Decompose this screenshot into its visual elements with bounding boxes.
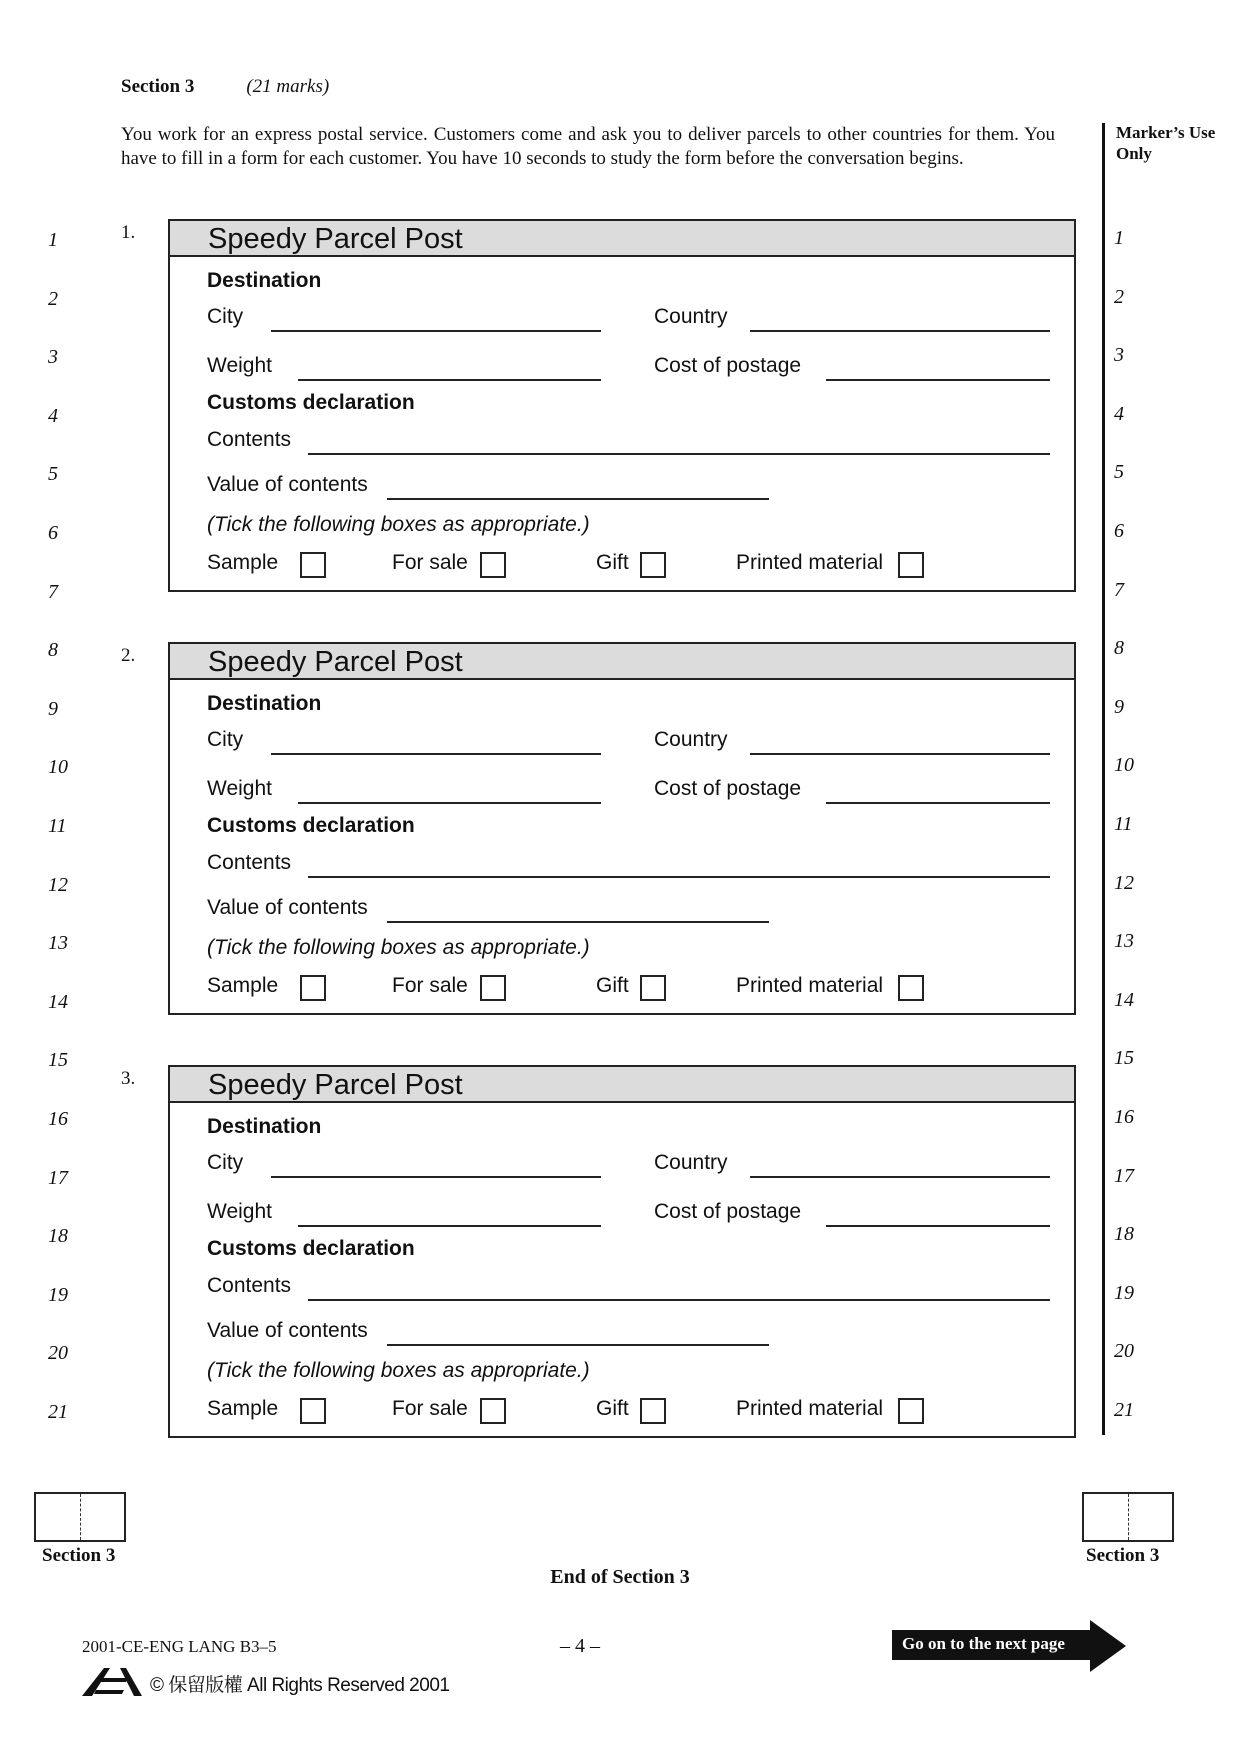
marker-line-number: 2	[1114, 285, 1124, 308]
arrow-right-icon	[1090, 1620, 1126, 1672]
line-number: 17	[48, 1166, 68, 1189]
score-box-left-label: Section 3	[42, 1545, 116, 1566]
page-number: – 4 –	[560, 1635, 600, 1657]
printed-material-checkbox[interactable]	[898, 552, 924, 578]
parcel-form	[168, 642, 1076, 1015]
score-box-divider	[80, 1494, 81, 1540]
country-field[interactable]	[750, 1176, 1050, 1178]
tick-instruction: (Tick the following boxes as appropriate.)	[207, 936, 590, 959]
next-page-text: Go on to the next page	[902, 1634, 1065, 1653]
for-sale-checkbox[interactable]	[480, 552, 506, 578]
section-header	[121, 76, 329, 98]
sample-label: Sample	[207, 1397, 279, 1420]
marker-line-number: 10	[1114, 754, 1134, 777]
contents-field[interactable]	[308, 453, 1050, 455]
tick-instruction: (Tick the following boxes as appropriate.)	[207, 1359, 590, 1382]
line-number: 11	[48, 815, 67, 837]
marker-line-number: 6	[1114, 520, 1124, 542]
value-of-contents-label: Value of contents	[207, 896, 368, 919]
marker-line-number: 5	[1114, 461, 1124, 484]
marker-line-number: 12	[1114, 871, 1134, 894]
parcel-form	[168, 1065, 1076, 1438]
gift-checkbox[interactable]	[640, 552, 666, 578]
weight-label: Weight	[207, 777, 272, 800]
country-field[interactable]	[750, 330, 1050, 332]
for-sale-label: For sale	[392, 551, 468, 574]
sample-checkbox[interactable]	[300, 552, 326, 578]
line-number: 18	[48, 1225, 68, 1248]
section-marks: (21 marks)	[246, 76, 330, 97]
contents-field[interactable]	[308, 876, 1050, 878]
country-label: Country	[654, 728, 728, 751]
instructions-text: You work for an express postal service. Customers come and ask you to deliver parcels to other countries for them. You have to fill in a form for each customer. You have 10 seconds to study the form before the conversation begins.	[121, 124, 1055, 169]
cost-of-postage-field[interactable]	[826, 379, 1050, 381]
line-number: 6	[48, 522, 58, 544]
line-number: 12	[48, 873, 68, 896]
cost-of-postage-field[interactable]	[826, 802, 1050, 804]
for-sale-checkbox[interactable]	[480, 975, 506, 1001]
question-number: 3.	[121, 1068, 136, 1089]
value-of-contents-field[interactable]	[387, 921, 769, 923]
exam-code: 2001-CE-ENG LANG B3–5	[82, 1637, 277, 1656]
marker-line-number: 13	[1114, 930, 1134, 953]
value-of-contents-field[interactable]	[387, 498, 769, 500]
form-header	[170, 644, 1074, 680]
line-number: 9	[48, 697, 58, 720]
line-number: 10	[48, 756, 68, 779]
for-sale-label: For sale	[392, 1397, 468, 1420]
value-of-contents-field[interactable]	[387, 1344, 769, 1346]
destination-heading: Destination	[207, 269, 322, 292]
end-of-section-text: End of Section 3	[550, 1566, 690, 1588]
score-box-right[interactable]	[1082, 1492, 1174, 1542]
copyright-notice: © 保留版權 All Rights Reserved 2001	[150, 1675, 450, 1696]
contents-label: Contents	[207, 1274, 292, 1297]
line-number: 4	[48, 404, 58, 427]
city-label: City	[207, 728, 244, 751]
marker-line-number: 16	[1114, 1106, 1134, 1128]
marker-line-number: 7	[1114, 578, 1124, 601]
marker-line-number: 9	[1114, 695, 1124, 718]
weight-label: Weight	[207, 1200, 272, 1223]
sample-checkbox[interactable]	[300, 1398, 326, 1424]
country-label: Country	[654, 1151, 728, 1174]
line-number: 13	[48, 932, 68, 955]
printed-material-checkbox[interactable]	[898, 975, 924, 1001]
weight-label: Weight	[207, 354, 272, 377]
marker-column-divider	[1102, 123, 1105, 1435]
question-number: 1.	[121, 222, 136, 243]
cost-of-postage-label: Cost of postage	[654, 1200, 802, 1223]
line-number: 1	[48, 229, 58, 251]
gift-label: Gift	[596, 1397, 629, 1420]
line-number: 5	[48, 463, 58, 486]
form-title: Speedy Parcel Post	[208, 223, 463, 255]
printed-material-label: Printed material	[736, 1397, 884, 1420]
for-sale-checkbox[interactable]	[480, 1398, 506, 1424]
line-number: 2	[48, 287, 58, 310]
tick-instruction: (Tick the following boxes as appropriate.)	[207, 513, 590, 536]
printed-material-checkbox[interactable]	[898, 1398, 924, 1424]
cost-of-postage-label: Cost of postage	[654, 354, 802, 377]
marker-line-number: 1	[1114, 227, 1124, 249]
line-number: 20	[48, 1342, 68, 1365]
form-header	[170, 221, 1074, 257]
printed-material-label: Printed material	[736, 551, 884, 574]
line-number: 14	[48, 990, 68, 1013]
city-field[interactable]	[271, 1176, 601, 1178]
form-title: Speedy Parcel Post	[208, 646, 463, 678]
sample-label: Sample	[207, 551, 279, 574]
for-sale-label: For sale	[392, 974, 468, 997]
marker-line-number: 11	[1114, 813, 1133, 835]
cost-of-postage-label: Cost of postage	[654, 777, 802, 800]
printed-material-label: Printed material	[736, 974, 884, 997]
marker-line-number: 21	[1114, 1399, 1134, 1421]
customs-declaration-heading: Customs declaration	[207, 391, 415, 414]
marker-use-only-label: Marker’s Use Only	[1116, 123, 1216, 163]
line-number: 16	[48, 1108, 68, 1130]
country-field[interactable]	[750, 753, 1050, 755]
destination-heading: Destination	[207, 1115, 322, 1138]
city-field[interactable]	[271, 753, 601, 755]
next-page-arrow	[892, 1620, 1132, 1672]
marker-line-number: 15	[1114, 1047, 1134, 1070]
value-of-contents-label: Value of contents	[207, 473, 368, 496]
form-title: Speedy Parcel Post	[208, 1069, 463, 1101]
country-label: Country	[654, 305, 728, 328]
score-box-right-label: Section 3	[1086, 1545, 1160, 1566]
marker-line-number: 19	[1114, 1281, 1134, 1304]
line-number: 19	[48, 1283, 68, 1306]
city-field[interactable]	[271, 330, 601, 332]
gift-label: Gift	[596, 551, 629, 574]
line-number: 21	[48, 1401, 68, 1423]
parcel-form	[168, 219, 1076, 592]
line-number: 3	[48, 346, 58, 369]
marker-line-number: 17	[1114, 1164, 1134, 1187]
marker-line-number: 3	[1114, 344, 1124, 367]
hkeaa-logo-icon	[80, 1664, 146, 1703]
question-number: 2.	[121, 645, 136, 666]
score-box-divider	[1128, 1494, 1129, 1540]
sample-label: Sample	[207, 974, 279, 997]
customs-declaration-heading: Customs declaration	[207, 814, 415, 837]
contents-field[interactable]	[308, 1299, 1050, 1301]
gift-checkbox[interactable]	[640, 1398, 666, 1424]
cost-of-postage-field[interactable]	[826, 1225, 1050, 1227]
marker-line-number: 14	[1114, 988, 1134, 1011]
contents-label: Contents	[207, 428, 292, 451]
weight-field[interactable]	[298, 802, 601, 804]
marker-line-number: 20	[1114, 1340, 1134, 1363]
section-title: Section 3	[121, 76, 195, 97]
sample-checkbox[interactable]	[300, 975, 326, 1001]
form-header	[170, 1067, 1074, 1103]
gift-label: Gift	[596, 974, 629, 997]
destination-heading: Destination	[207, 692, 322, 715]
marker-line-number: 8	[1114, 637, 1124, 660]
score-box-left[interactable]	[34, 1492, 126, 1542]
city-label: City	[207, 1151, 244, 1174]
line-number: 15	[48, 1049, 68, 1072]
city-label: City	[207, 305, 244, 328]
customs-declaration-heading: Customs declaration	[207, 1237, 415, 1260]
line-number: 7	[48, 580, 58, 603]
value-of-contents-label: Value of contents	[207, 1319, 368, 1342]
marker-line-number: 18	[1114, 1223, 1134, 1246]
line-number: 8	[48, 639, 58, 662]
marker-line-number: 4	[1114, 402, 1124, 425]
weight-field[interactable]	[298, 379, 601, 381]
gift-checkbox[interactable]	[640, 975, 666, 1001]
contents-label: Contents	[207, 851, 292, 874]
weight-field[interactable]	[298, 1225, 601, 1227]
